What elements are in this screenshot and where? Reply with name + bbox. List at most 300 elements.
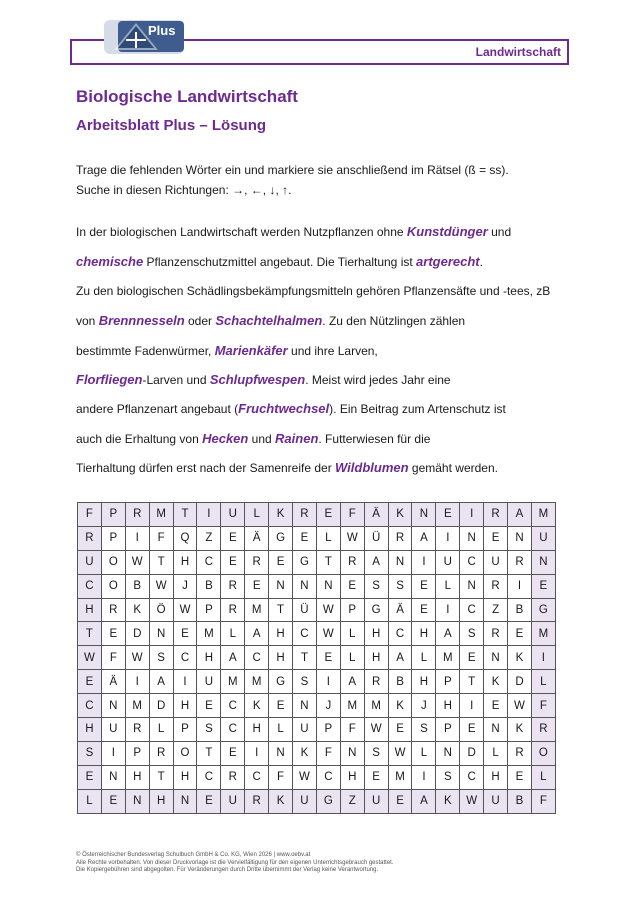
grid-cell: H [412,622,436,646]
grid-cell: N [101,765,125,789]
grid-cell: G [269,670,293,694]
grid-cell: O [101,550,125,574]
grid-cell: K [388,694,412,718]
page-title: Biologische Landwirtschaft [76,87,298,106]
grid-cell: N [125,789,149,813]
grid-cell: I [412,550,436,574]
grid-row [78,622,556,646]
grid-row [78,526,556,550]
grid-cell: S [78,741,102,765]
footer-line: Alle Rechte vorbehalten. Von dieser Druckvorlage ist die Vervielfältigung für den eigenen Unterrichtsgebrauch gestattet. [76,859,394,866]
grid-cell: E [364,765,388,789]
grid-cell: A [221,646,245,670]
grid-cell: R [484,622,508,646]
grid-cell: W [173,598,197,622]
grid-cell: H [245,718,269,742]
grid-cell: M [149,503,173,527]
grid-cell: H [125,765,149,789]
answer-word: Fruchtwechsel [238,401,330,416]
grid-cell: L [412,646,436,670]
grid-cell: C [221,718,245,742]
grid-cell: N [173,789,197,813]
grid-cell: M [245,670,269,694]
grid-cell: R [221,765,245,789]
footer-line: Die Kopiergebühren sind abgegolten. Für Veränderungen durch Dritte übernimmt der Verlag keine Verantwortung. [76,867,379,874]
footer-line: © Österreichischer Bundesverlag Schulbuch GmbH & Co. KG, Wien 2026 | www.oebv.at [76,852,311,858]
grid-cell: A [388,646,412,670]
text-segment: . Zu den Nützlingen zählen [322,314,466,328]
text-segment: Pflanzenschutzmittel angebaut. Die Tierhaltung ist [143,255,417,269]
grid-cell: R [388,526,412,550]
grid-cell: I [125,526,149,550]
grid-cell: C [293,622,317,646]
grid-cell: D [460,741,484,765]
grid-cell: N [436,741,460,765]
grid-cell: C [221,694,245,718]
grid-cell: U [293,718,317,742]
grid-cell: G [269,526,293,550]
grid-cell: B [508,789,532,813]
grid-cell: U [293,789,317,813]
answer-word: Rainen [275,431,319,446]
grid-cell: E [245,574,269,598]
grid-cell: O [101,574,125,598]
grid-cell: G [293,550,317,574]
grid-cell: F [531,694,555,718]
grid-cell: E [484,526,508,550]
grid-cell: K [508,718,532,742]
grid-cell: F [149,526,173,550]
grid-cell: P [436,718,460,742]
grid-cell: Z [484,598,508,622]
grid-cell: E [412,598,436,622]
grid-cell: I [508,574,532,598]
grid-cell: U [197,670,221,694]
grid-cell: U [78,550,102,574]
grid-cell: H [78,598,102,622]
answer-word: Brennnesseln [98,313,185,328]
grid-cell: L [245,503,269,527]
grid-cell: C [245,765,269,789]
grid-cell: U [221,503,245,527]
grid-cell: E [269,550,293,574]
grid-cell: E [436,503,460,527]
grid-cell: C [460,550,484,574]
grid-cell: F [340,503,364,527]
grid-cell: M [221,670,245,694]
grid-cell: I [197,503,221,527]
grid-cell: L [269,718,293,742]
grid-cell: M [531,622,555,646]
logo-label: Plus [148,23,176,38]
text-segment: ). Ein Beitrag zum Artenschutz ist [329,402,506,416]
text-segment: und [487,225,512,239]
grid-cell: T [149,765,173,789]
grid-cell: J [173,574,197,598]
grid-cell: D [508,670,532,694]
grid-cell: H [364,646,388,670]
grid-cell: L [340,646,364,670]
answer-word: chemische [76,254,144,269]
grid-cell: A [340,670,364,694]
grid-cell: W [388,741,412,765]
grid-cell: C [78,574,102,598]
grid-cell: E [78,670,102,694]
grid-cell: E [197,694,221,718]
grid-cell: O [531,741,555,765]
grid-cell: S [412,718,436,742]
answer-word: Schlupfwespen [209,372,306,387]
grid-cell: E [221,741,245,765]
grid-cell: T [316,550,340,574]
text-line [76,401,506,416]
grid-cell: E [101,789,125,813]
grid-cell: R [364,670,388,694]
grid-cell: E [340,574,364,598]
grid-cell: I [101,741,125,765]
grid-cell: N [269,741,293,765]
grid-cell: L [484,741,508,765]
grid-cell: N [269,574,293,598]
grid-cell: R [484,574,508,598]
text-segment: -Larven und [142,373,210,387]
text-segment: und [248,432,276,446]
text-segment: Tierhaltung dürfen erst nach der Samenreife der [76,461,336,475]
grid-cell: F [316,741,340,765]
grid-cell: R [293,503,317,527]
grid-cell: W [508,694,532,718]
grid-cell: E [388,718,412,742]
grid-cell: Ä [388,598,412,622]
grid-cell: C [173,646,197,670]
grid-cell: A [149,670,173,694]
grid-cell: M [340,694,364,718]
text-segment: gemäht werden. [408,461,498,475]
grid-cell: P [197,598,221,622]
grid-cell: T [173,503,197,527]
grid-cell: B [197,574,221,598]
grid-cell: P [125,741,149,765]
grid-cell: N [531,550,555,574]
grid-cell: B [125,574,149,598]
grid-cell: M [436,646,460,670]
grid-cell: N [316,574,340,598]
grid-cell: M [125,694,149,718]
text-line [76,460,498,475]
grid-cell: Ü [364,526,388,550]
grid-cell: P [173,718,197,742]
grid-cell: L [340,622,364,646]
grid-cell: H [412,670,436,694]
grid-cell: F [101,646,125,670]
grid-cell: L [149,718,173,742]
grid-cell: N [101,694,125,718]
grid-cell: S [293,670,317,694]
grid-cell: W [340,526,364,550]
grid-cell: W [125,646,149,670]
grid-cell: E [412,574,436,598]
grid-cell: R [125,503,149,527]
grid-cell: P [101,526,125,550]
text-segment: bestimmte Fadenwürmer, [76,344,215,358]
grid-cell: F [78,503,102,527]
grid-cell: N [149,622,173,646]
grid-cell: C [78,694,102,718]
grid-cell: E [508,765,532,789]
grid-cell: H [364,622,388,646]
text-line [76,313,465,328]
grid-cell: I [316,670,340,694]
grid-cell: W [149,574,173,598]
answer-word: Florfliegen [76,372,143,387]
grid-cell: L [436,574,460,598]
grid-cell: K [388,503,412,527]
text-line [76,284,550,298]
grid-cell: U [364,789,388,813]
grid-cell: G [316,789,340,813]
grid-cell: U [101,718,125,742]
text-segment: andere Pflanzenart angebaut ( [76,402,239,416]
grid-cell: H [173,765,197,789]
grid-cell: F [340,718,364,742]
grid-cell: E [388,789,412,813]
text-segment: . [479,255,483,269]
grid-cell: K [125,598,149,622]
grid-cell: Ö [149,598,173,622]
grid-cell: I [436,526,460,550]
text-segment: auch die Erhaltung von [76,432,203,446]
grid-cell: A [412,789,436,813]
grid-cell: E [101,622,125,646]
grid-cell: C [197,550,221,574]
text-line [76,224,511,239]
text-segment: oder [184,314,216,328]
grid-cell: M [388,765,412,789]
grid-cell: Ü [293,598,317,622]
grid-cell: N [340,741,364,765]
grid-cell: E [316,646,340,670]
grid-cell: E [531,574,555,598]
grid-cell: W [78,646,102,670]
grid-cell: G [531,598,555,622]
grid-cell: E [78,765,102,789]
grid-row [78,503,556,527]
grid-cell: A [436,622,460,646]
grid-cell: G [364,598,388,622]
grid-cell: L [316,526,340,550]
grid-cell: P [436,670,460,694]
footer [76,852,394,875]
grid-cell: E [316,503,340,527]
text-segment: . Meist wird jedes Jahr eine [305,373,451,387]
answer-word: Marienkäfer [214,343,288,358]
grid-row [78,718,556,742]
grid-cell: S [388,574,412,598]
grid-cell: K [508,646,532,670]
grid-cell: Ä [245,526,269,550]
grid-cell: H [149,789,173,813]
grid-cell: W [460,789,484,813]
grid-cell: E [460,646,484,670]
grid-cell: P [101,503,125,527]
grid-cell: Z [340,789,364,813]
grid-cell: S [460,622,484,646]
grid-cell: H [78,718,102,742]
grid-cell: S [149,646,173,670]
grid-cell: U [221,789,245,813]
grid-cell: N [508,526,532,550]
answer-word: Schachtelhalmen [215,313,323,328]
grid-cell: P [340,598,364,622]
grid-cell: B [388,670,412,694]
grid-cell: S [436,765,460,789]
grid-cell: Z [197,526,221,550]
grid-row [78,670,556,694]
word-search-grid [77,502,556,814]
grid-cell: E [269,694,293,718]
grid-cell: J [412,694,436,718]
grid-cell: E [173,622,197,646]
grid-cell: U [436,550,460,574]
grid-row [78,765,556,789]
grid-cell: D [149,694,173,718]
grid-cell: T [78,622,102,646]
grid-cell: H [484,765,508,789]
grid-cell: W [316,622,340,646]
grid-cell: H [269,622,293,646]
grid-cell: T [197,741,221,765]
grid-cell: T [149,550,173,574]
grid-cell: H [173,550,197,574]
grid-cell: S [197,718,221,742]
answer-word: Wildblumen [335,460,409,475]
grid-cell: K [269,503,293,527]
grid-cell: N [293,694,317,718]
instruction-line: Suche in diesen Richtungen: →, ←, ↓, ↑. [76,183,292,197]
grid-cell: H [436,694,460,718]
grid-cell: L [221,622,245,646]
grid-cell: A [364,550,388,574]
grid-cell: E [221,526,245,550]
grid-cell: R [484,503,508,527]
grid-cell: K [293,741,317,765]
grid-row [78,789,556,813]
grid-cell: W [125,550,149,574]
grid-cell: L [412,741,436,765]
text-segment: In der biologischen Landwirtschaft werden Nutzpflanzen ohne [76,225,407,239]
grid-cell: C [245,646,269,670]
grid-cell: R [508,741,532,765]
grid-cell: I [245,741,269,765]
grid-cell: K [484,670,508,694]
text-segment: . Futterwiesen für die [318,432,431,446]
grid-cell: R [245,789,269,813]
grid-cell: Q [173,526,197,550]
grid-cell: L [78,789,102,813]
text-line [76,343,378,358]
grid-cell: R [125,718,149,742]
grid-cell: C [197,765,221,789]
grid-cell: N [460,574,484,598]
grid-cell: A [508,503,532,527]
grid-cell: E [508,622,532,646]
grid-cell: J [316,694,340,718]
grid-row [78,646,556,670]
grid-cell: R [245,550,269,574]
grid-cell: I [436,598,460,622]
grid-cell: E [293,526,317,550]
grid-cell: N [293,574,317,598]
grid-cell: N [388,550,412,574]
grid-cell: R [101,598,125,622]
grid-cell: R [221,598,245,622]
grid-cell: U [484,789,508,813]
grid-cell: R [149,741,173,765]
page-subtitle: Arbeitsblatt Plus – Lösung [76,117,267,134]
text-segment: und ihre Larven, [287,344,378,358]
grid-cell: R [78,526,102,550]
grid-cell: N [484,646,508,670]
grid-cell: E [197,789,221,813]
grid-cell: C [316,765,340,789]
grid-row [78,550,556,574]
grid-cell: W [316,598,340,622]
grid-cell: I [412,765,436,789]
grid-cell: H [197,646,221,670]
grid-cell: L [531,765,555,789]
grid-cell: M [364,694,388,718]
grid-row [78,574,556,598]
grid-cell: F [531,789,555,813]
grid-cell: K [269,789,293,813]
grid-cell: U [484,550,508,574]
text-line [76,431,430,446]
grid-cell: P [316,718,340,742]
grid-cell: I [173,670,197,694]
grid-cell: N [460,526,484,550]
grid-cell: W [293,765,317,789]
grid-cell: T [460,670,484,694]
grid-cell: E [460,718,484,742]
grid-cell: E [484,694,508,718]
grid-cell: T [269,598,293,622]
grid-cell: W [364,718,388,742]
instruction-line: Trage die fehlenden Wörter ein und markiere sie anschließend im Rätsel (ß = ss). [76,163,509,177]
grid-cell: N [412,503,436,527]
grid-cell: H [173,694,197,718]
grid-cell: N [484,718,508,742]
grid-cell: O [173,741,197,765]
grid-cell: M [197,622,221,646]
grid-cell: K [436,789,460,813]
grid-cell: M [531,503,555,527]
grid-cell: L [531,670,555,694]
answer-word: artgerecht [416,254,480,269]
grid-cell: Ä [101,670,125,694]
grid-cell: I [460,694,484,718]
grid-cell: I [531,646,555,670]
grid-cell: D [125,622,149,646]
grid-cell: M [245,598,269,622]
grid-cell: C [388,622,412,646]
text-segment: Zu den biologischen Schädlingsbekämpfungsmitteln gehören Pflanzensäfte und -tees, zB [76,284,551,298]
answer-word: Kunstdünger [406,224,488,239]
grid-cell: B [508,598,532,622]
grid-cell: R [531,718,555,742]
grid-cell: A [412,526,436,550]
grid-cell: H [269,646,293,670]
grid-cell: C [460,765,484,789]
